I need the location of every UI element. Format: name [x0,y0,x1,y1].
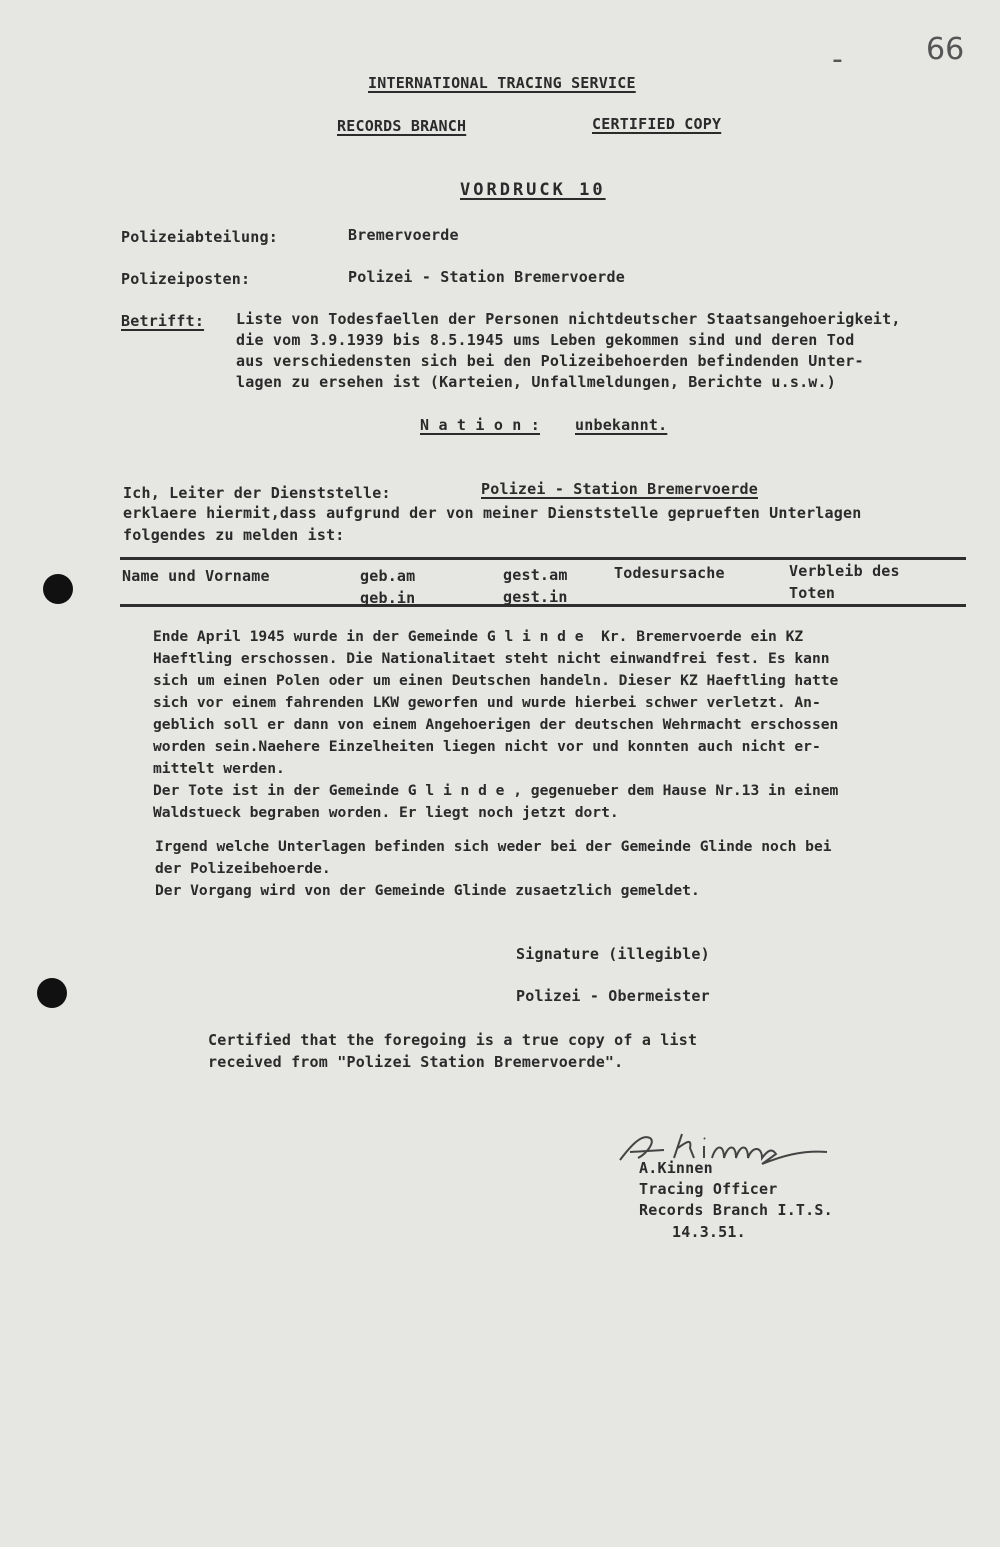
col-name: Name und Vorname [122,567,270,585]
betrifft-line-1: Liste von Todesfaellen der Personen nichtdeutscher Staatsangehoerigkeit, [236,310,901,328]
abteilung-label: Polizeiabteilung: [121,228,278,246]
declaration-line-3: folgendes zu melden ist: [123,526,345,544]
officer-title: Tracing Officer [639,1180,778,1198]
posten-label: Polizeiposten: [121,270,251,288]
certification-line-2: received from "Polizei Station Bremervoerde". [208,1053,624,1071]
col-ursache: Todesursache [614,564,725,582]
abteilung-value: Bremervoerde [348,226,459,244]
form-title: VORDRUCK 10 [460,180,606,200]
nation-label: N a t i o n : [420,416,540,434]
punch-hole-bottom [37,978,67,1008]
col-geb-am: geb.am [360,567,416,585]
officer-name: A.Kinnen [639,1159,713,1177]
punch-hole-top [43,574,73,604]
certification-line-1: Certified that the foregoing is a true copy of a list [208,1031,698,1049]
col-geb-in: geb.in [360,589,416,607]
header-certified: CERTIFIED COPY [592,115,722,133]
report-paragraph-2: Irgend welche Unterlagen befinden sich weder bei der Gemeinde Glinde noch bei der Polizeibehoerde. Der Vorgang wird von der Gemeinde Glinde zusaetzlich gemeldet. [155,838,832,899]
col-verbleib-2: Toten [789,584,836,602]
table-top-rule [120,557,966,560]
nation-value: unbekannt. [575,416,668,434]
col-gest-am: gest.am [503,566,568,584]
signature-rank: Polizei - Obermeister [516,987,710,1005]
signature-text: Signature (illegible) [516,945,710,963]
page-number: 66 [926,32,965,67]
betrifft-label: Betrifft: [121,312,205,330]
page-mark: - [832,42,843,77]
posten-value: Polizei - Station Bremervoerde [348,268,625,286]
declaration-station: Polizei - Station Bremervoerde [481,480,758,498]
header-branch: RECORDS BRANCH [337,117,467,135]
declaration-prefix: Ich, Leiter der Dienststelle: [123,484,391,502]
header-org: INTERNATIONAL TRACING SERVICE [368,74,636,92]
betrifft-line-3: aus verschiedensten sich bei den Polizeibehoerden befindenden Unter- [236,352,864,370]
betrifft-line-4: lagen zu ersehen ist (Karteien, Unfallmeldungen, Berichte u.s.w.) [236,373,836,391]
col-verbleib-1: Verbleib des [789,562,900,580]
officer-branch: Records Branch I.T.S. [639,1201,833,1219]
col-gest-in: gest.in [503,588,568,606]
declaration-line-2: erklaere hiermit,dass aufgrund der von meiner Dienststelle geprueften Unterlagen [123,504,862,522]
officer-date: 14.3.51. [672,1223,746,1241]
betrifft-line-2: die vom 3.9.1939 bis 8.5.1945 ums Leben gekommen sind und deren Tod [236,331,855,349]
report-paragraph-1: Ende April 1945 wurde in der Gemeinde G l i n d e Kr. Bremervoerde ein KZ Haeftling erschossen. Die Nationalitaet steht nicht einwandfrei fest. Es kann sich um einen Polen oder um einen Deutschen handeln. Dieser KZ Haeftling hatte sich vor einem fahrenden LKW geworfen und wurde hierbei schwer verletzt. An- geblich soll er dann von einem Angehoerigen der deutschen Wehrmacht erschossen worden sein.Naehere Einzelheiten liegen nicht vor und konnten auch nicht er- mittelt werden. Der Tote ist in der Gemeinde G l i n d e , gegenueber dem Hause Nr.13 in einem Waldstueck begraben worden. Er liegt noch jetzt dort. [153,628,839,821]
